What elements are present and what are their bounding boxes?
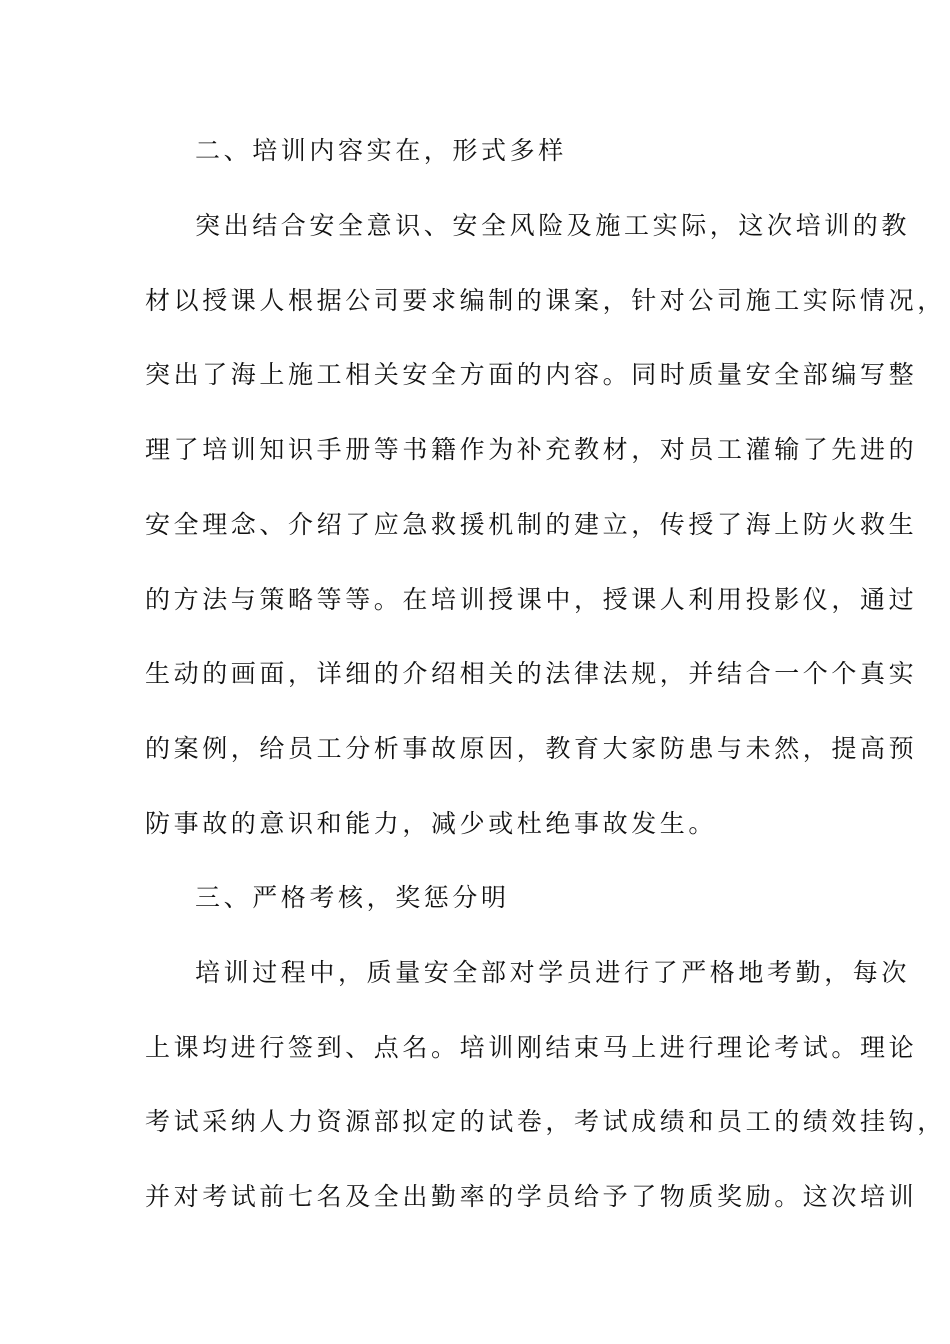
paragraph-line: 的方法与策略等等。在培训授课中，授课人利用投影仪，通过 (145, 585, 918, 614)
paragraph-line: 防事故的意识和能力，减少或杜绝事故发生。 (145, 809, 718, 838)
paragraph-line: 理了培训知识手册等书籍作为补充教材，对员工灌输了先进的 (145, 435, 918, 464)
paragraph-line: 突出了海上施工相关安全方面的内容。同时质量安全部编写整 (145, 360, 918, 389)
paragraph-line: 材以授课人根据公司要求编制的课案，针对公司施工实际情况， (145, 286, 946, 315)
paragraph-line: 突出结合安全意识、安全风险及施工实际，这次培训的教 (195, 211, 911, 240)
paragraph-line: 的案例，给员工分析事故原因，教育大家防患与未然，提高预 (145, 734, 918, 763)
paragraph-line: 并对考试前七名及全出勤率的学员给予了物质奖励。这次培训 (145, 1182, 918, 1211)
paragraph-line: 上课均进行签到、点名。培训刚结束马上进行理论考试。理论 (145, 1033, 918, 1062)
paragraph-line: 安全理念、介绍了应急救援机制的建立，传授了海上防火救生 (145, 510, 918, 539)
section-heading-2: 二、培训内容实在，形式多样 (195, 136, 567, 165)
paragraph-line: 培训过程中，质量安全部对学员进行了严格地考勤，每次 (195, 958, 911, 987)
section-heading-3: 三、严格考核，奖惩分明 (195, 883, 510, 912)
paragraph-line: 生动的画面，详细的介绍相关的法律法规，并结合一个个真实 (145, 659, 918, 688)
paragraph-line: 考试采纳人力资源部拟定的试卷，考试成绩和员工的绩效挂钩， (145, 1107, 946, 1136)
